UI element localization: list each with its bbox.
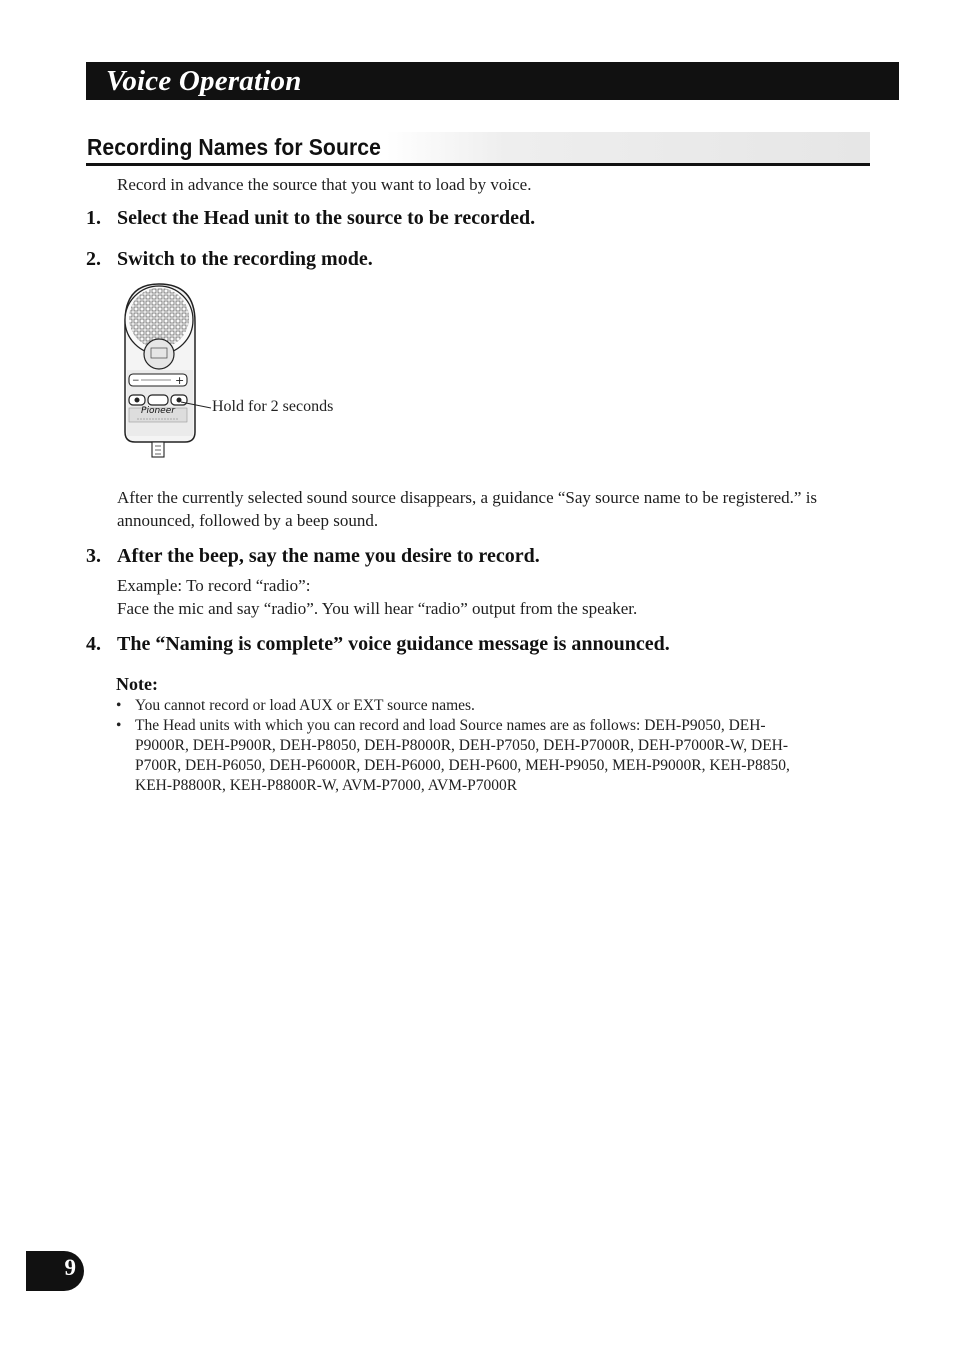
step-text: The “Naming is complete” voice guidance message is announced. <box>117 633 670 655</box>
section-heading-bar <box>86 132 870 166</box>
step-4 <box>86 632 670 656</box>
note-item: • You cannot record or load AUX or EXT source names. <box>116 697 475 714</box>
svg-text:−: − <box>132 376 140 386</box>
step-3 <box>86 544 540 568</box>
step-number: 4. <box>86 633 101 655</box>
chapter-title: Voice Operation <box>106 65 302 97</box>
note-list <box>116 696 816 796</box>
example-line-2: Face the mic and say “radio”. You will hear “radio” output from the speaker. <box>117 599 638 618</box>
section-title: Recording Names for Source <box>87 134 382 160</box>
header-banner <box>86 62 899 100</box>
intro-text: Record in advance the source that you want to load by voice. <box>117 175 532 194</box>
page-number: 9 <box>64 1255 76 1280</box>
remote-control-icon <box>115 282 375 462</box>
step-text: Switch to the recording mode. <box>117 248 373 270</box>
example-line-1: Example: To record “radio”: <box>117 576 311 595</box>
note-label: Note: <box>116 674 158 694</box>
step-number: 3. <box>86 545 101 567</box>
note-item: • The Head units with which you can record and load Source names are as follows: DEH-P9050, DEH-P9000R, DEH-P900R, DEH-P8050, DEH-P8000R, DEH-P7050, DEH-P7000R, DEH-P7000R-W, DEH-P700R, DEH-P6050, DEH-P6000R, DEH-P6000, DEH-P600, MEH-P9050, MEH-P9000R, KEH-P8850, KEH-P8800R, KEH-P8800R-W, AVM-P7000, AVM-P7000R <box>116 717 790 794</box>
page-number-tab <box>26 1251 84 1291</box>
step-2 <box>86 247 373 271</box>
figure-callout: Hold for 2 seconds <box>212 398 334 415</box>
step-text: After the beep, say the name you desire to record. <box>117 545 540 567</box>
step-1 <box>86 206 535 230</box>
brand-logo: Pioneer <box>141 406 175 416</box>
remote-control-figure <box>115 282 375 462</box>
step-number: 1. <box>86 207 101 229</box>
step-number: 2. <box>86 248 101 270</box>
step-text: Select the Head unit to the source to be recorded. <box>117 207 536 229</box>
after-figure-text: After the currently selected sound source disappears, a guidance “Say source name to be registered.” is announced, followed by a beep sound. <box>117 488 818 530</box>
svg-text:+: + <box>175 374 185 387</box>
